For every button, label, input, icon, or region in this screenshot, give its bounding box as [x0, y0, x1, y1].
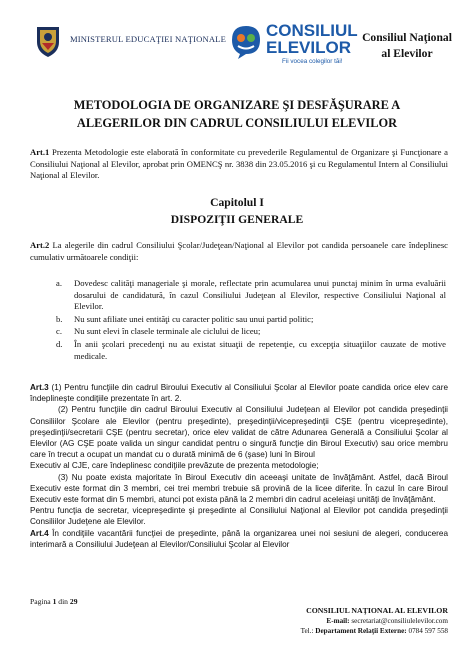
article-4-text: În condiţiile vacantării funcţiei de preşedinte, până la organizarea unei noi sesiuni de alegeri, conducerea interimară a Consiliului Judeţean al Elevilor/Consiliului Şcolar al Elevilor — [30, 528, 448, 549]
article-2 — [30, 240, 448, 263]
article-3-label: Art.3 — [30, 383, 49, 392]
organization-name — [352, 30, 462, 62]
chapter-number: Capitolul I — [210, 196, 264, 209]
email-label: E-mail: — [326, 617, 350, 625]
list-item-marker: c. — [56, 326, 62, 337]
list-item-marker: d. — [56, 338, 63, 349]
article-3-paragraph-2: (2) Pentru funcţiile din cadrul Biroului Executiv al Consiliului Judeţean al Elevilor pot candida preşedinţii Consiliilor Şcolare ale Elevilor (pentru preşedinte), preşedinţii/vicepreşedinţii CŞE (pentru vicepreşedinte), preşedinţii/secretarii CŞE (pentru secretar), orice elev validat de către Adunarea Generală a Consiliului Şcolar al Elevilor (AG CŞE poate valida un singur candidat pentru o singură funcţie din Biroul Executiv) sau orice membru care în trecut a ocupat un mandat cu o durată minimă de 6 (şase) luni în Biroul — [30, 405, 448, 460]
current-page: 1 — [52, 597, 57, 606]
article-1-paragraph — [30, 147, 448, 182]
list-item — [56, 339, 446, 362]
wordmark-line-2: ELEVILOR — [266, 38, 352, 57]
article-3-paragraph-1 — [30, 382, 448, 404]
list-item-text: Dovedesc calităţi manageriale şi morale, reflectate prin acumularea unui punctaj minim în urma evaluării dosarului de candidatură, în cazul Consiliului Judeţean al Elevilor, respective Consiliului Naţional al Elevilor. — [74, 278, 446, 312]
email-link[interactable]: secretariat@consiliulelevilor.com — [349, 617, 448, 625]
article-1 — [30, 147, 448, 182]
footer-organization: CONSILIUL NAŢIONAL AL ELEVILOR — [306, 606, 448, 615]
conditions-list — [56, 278, 446, 363]
list-item — [56, 314, 446, 326]
chapter-name: DISPOZIŢII GENERALE — [170, 213, 304, 226]
list-item-text: Nu sunt elevi în clasele terminale ale ciclului de liceu; — [74, 326, 261, 337]
article-3-paragraph-4: Pentru funcţia de secretar, vicepreşedinte şi preşedinte al Consiliului Naţional al Elevilor pot candida preşedinţii Consiliilor Judeţene ale Elevilor. — [30, 506, 448, 527]
phone-department: Departament Relaţii Externe: — [315, 627, 407, 635]
chapter-heading — [0, 194, 474, 228]
total-pages: 29 — [69, 597, 78, 606]
list-item-marker: a. — [56, 278, 62, 288]
list-item — [56, 326, 446, 338]
wordmark-line-1: CONSILIUL — [266, 21, 358, 40]
romania-coat-of-arms-icon — [34, 24, 62, 58]
article-1-label: Art.1 — [30, 147, 50, 157]
article-3-text-1: (1) Pentru funcţiile din cadrul Biroului Executiv al Consiliului Şcolar al Elevilor poate candida orice elev care îndeplineşte condiţiile prezentate în art. 2. — [30, 383, 448, 404]
tagline: Fii vocea colegilor tăi! — [282, 58, 343, 65]
article-2-paragraph — [30, 240, 448, 263]
organization-name-line-1: Consiliul Naţional — [362, 31, 452, 44]
article-2-text: La alegerile din cadrul Consiliului Şcolar/Judeţean/Naţional al Elevilor pot candida persoanele care îndeplinesc cumulativ următoarele condiţii: — [30, 240, 448, 262]
page-separator: din — [56, 597, 70, 606]
phone-number: 0784 597 558 — [406, 627, 448, 635]
list-item — [56, 278, 446, 313]
page-header — [0, 0, 474, 80]
page-number — [30, 597, 77, 606]
consiliul-elevilor-wordmark — [266, 22, 358, 56]
list-item-text: În anii şcolari precedenţi nu au existat situaţii de repetenţie, cu excepţia situaţiilor cauzate de motive medicale. — [74, 338, 446, 361]
footer-contact — [301, 606, 448, 636]
document-title-line-2: ALEGERILOR DIN CADRUL CONSILIULUI ELEVILOR — [76, 116, 398, 130]
article-3-paragraph-2-continued: Executiv al CJE, care îndeplinesc condiţiile prevăzute de prezenta metodologie; — [30, 461, 319, 471]
footer-phone — [301, 626, 448, 636]
article-4-paragraph — [30, 528, 448, 550]
list-item-marker: b. — [56, 313, 63, 324]
consiliul-elevilor-logo-icon — [226, 22, 266, 60]
phone-prefix: Tel.: — [300, 627, 316, 635]
list-item-text: Nu sunt afiliate unei entităţi cu caracter politic sau unui partid politic; — [74, 313, 314, 324]
ministry-name: MINISTERUL EDUCAŢIEI NAŢIONALE — [70, 34, 226, 44]
page-label: Pagina — [30, 597, 53, 606]
article-2-label: Art.2 — [30, 240, 50, 250]
footer-email — [301, 616, 448, 626]
article-3-paragraph-3: (3) Nu poate exista majoritate în Biroul Executiv din aceeaşi unitate de învăţământ. Astfel, dacă Biroul Executiv este format din 3 membri, cei trei membri trebuie să provină de la licee diferite. În cazul în care Biroul Executiv este format din 5 membri, atunci pot exista până la 2 membri din cadrul aceleiaşi unităţi de învăţământ. — [30, 472, 448, 505]
document-title-line-1: METODOLOGIA DE ORGANIZARE ŞI DESFĂŞURARE A — [73, 98, 401, 112]
article-1-text: Prezenta Metodologie este elaborată în conformitate cu prevederile Regulamentul de Organizare şi Funcţionare a Consiliului Naţional al Elevilor, aprobat prin OMENCŞ nr. 3838 din 23.05.2016 şi cu Regulamentul Intern al Consiliului Naţional al Elevilor. — [30, 147, 448, 181]
article-3 — [30, 382, 448, 550]
document-title — [0, 96, 474, 132]
article-4-label: Art.4 — [30, 528, 49, 538]
organization-name-line-2: al Elevilor — [381, 47, 433, 60]
